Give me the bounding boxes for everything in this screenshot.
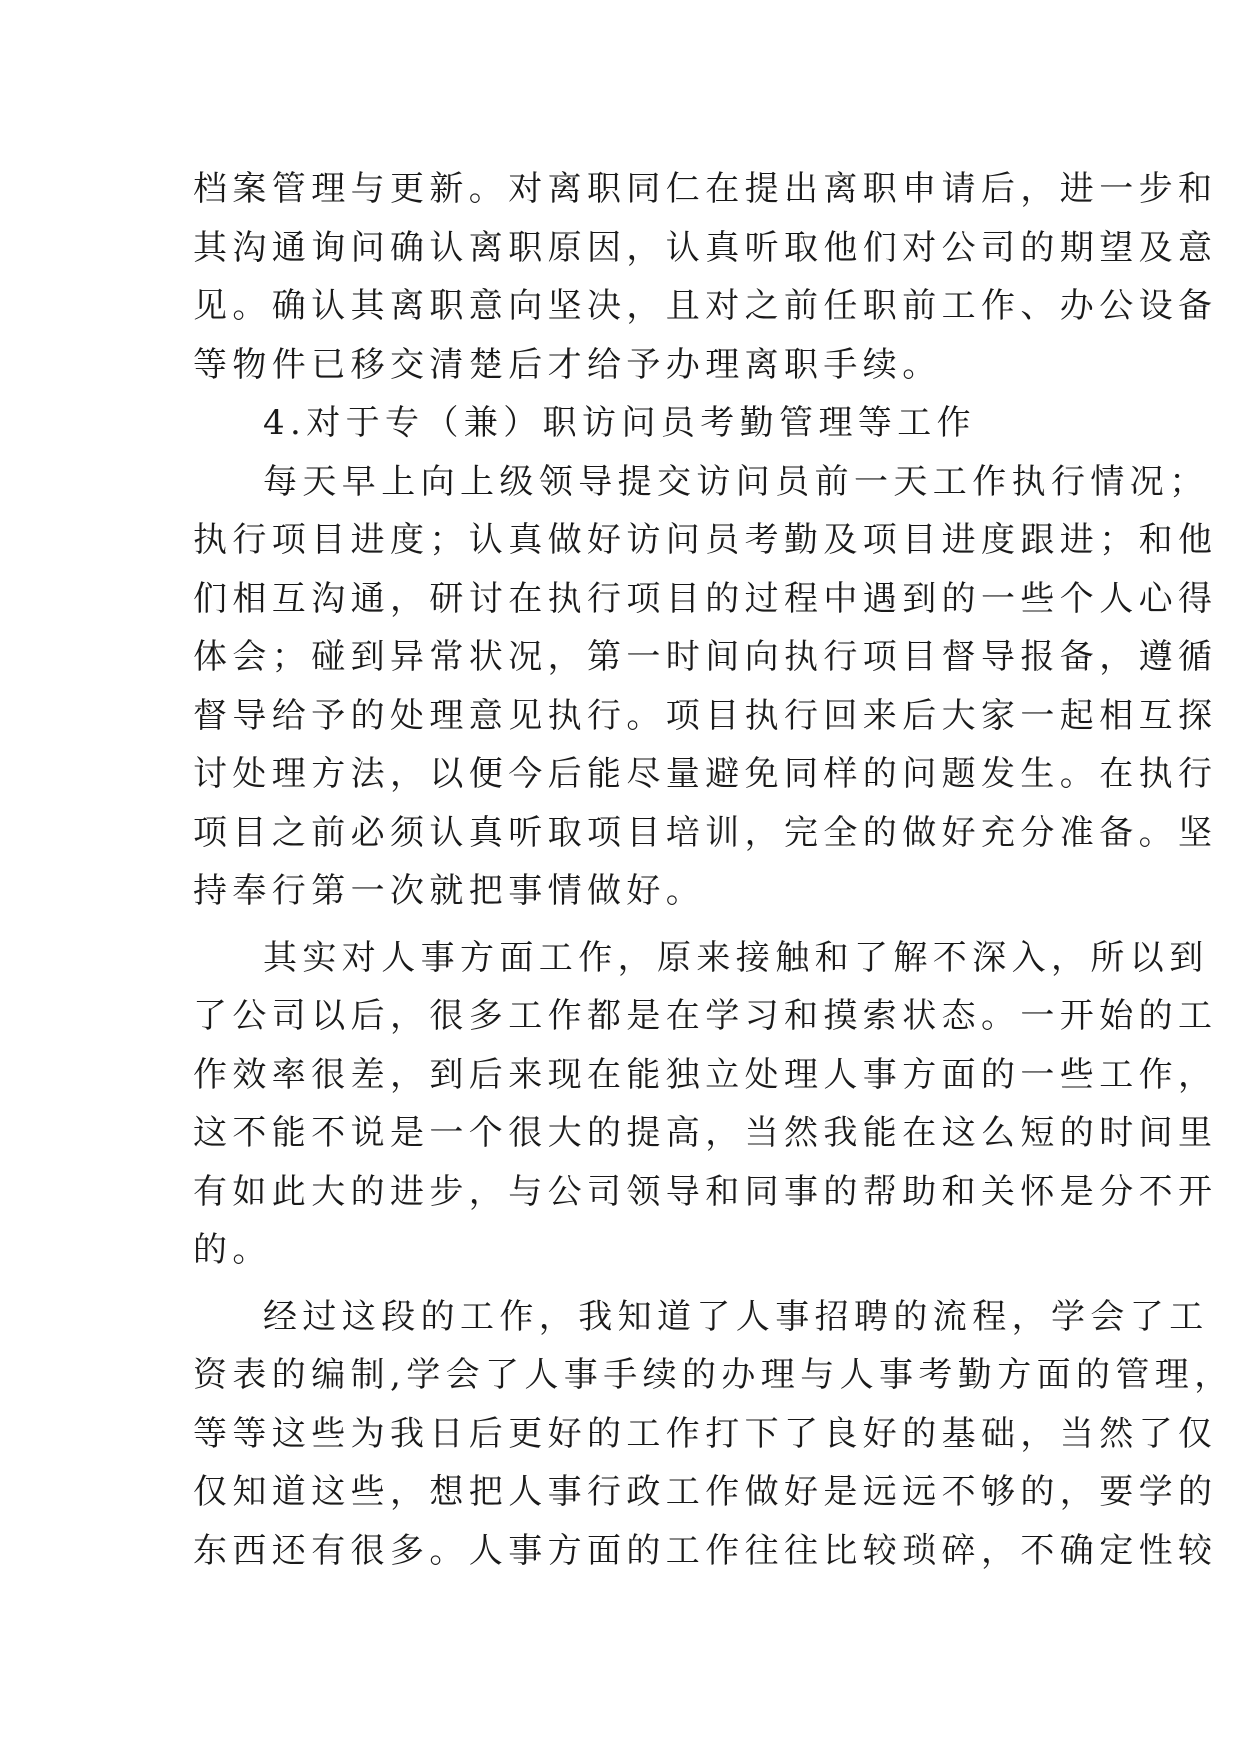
text-line: 体会；碰到异常状况，第一时间向执行项目督导报备，遵循 bbox=[193, 637, 1218, 677]
text-line: 每天早上向上级领导提交访问员前一天工作执行情况； bbox=[263, 461, 1209, 502]
text-line: 讨处理方法，以便今后能尽量避免同样的问题发生。在执行 bbox=[193, 754, 1218, 794]
text-line: 项目之前必须认真听取项目培训，完全的做好充分准备。坚 bbox=[193, 812, 1218, 853]
text-line: 等等这些为我日后更好的工作打下了良好的基础，当然了仅 bbox=[193, 1413, 1218, 1454]
paragraph-gap bbox=[193, 1280, 1053, 1288]
text-line: 的。 bbox=[193, 1230, 272, 1270]
text-line: 们相互沟通，研讨在执行项目的过程中遇到的一些个人心得 bbox=[193, 578, 1218, 619]
text-line: 经过这段的工作，我知道了人事招聘的流程，学会了工 bbox=[263, 1296, 1209, 1337]
text-line: 东西还有很多。人事方面的工作往往比较琐碎，不确定性较 bbox=[193, 1530, 1218, 1571]
text-line: 见。确认其离职意向坚决，且对之前任职前工作、办公设备 bbox=[193, 286, 1218, 326]
text-line: 作效率很差，到后来现在能独立处理人事方面的一些工作， bbox=[193, 1054, 1218, 1095]
text-line: 这不能不说是一个很大的提高，当然我能在这么短的时间里 bbox=[193, 1113, 1218, 1153]
text-line: 了公司以后，很多工作都是在学习和摸索状态。一开始的工 bbox=[193, 996, 1218, 1036]
document-body bbox=[193, 160, 1234, 1580]
text-line: 督导给予的处理意见执行。项目执行回来后大家一起相互探 bbox=[193, 695, 1218, 736]
text-line: 有如此大的进步，与公司领导和同事的帮助和关怀是分不开 bbox=[193, 1171, 1218, 1212]
text-line: 档案管理与更新。对离职同仁在提出离职申请后，进一步和 bbox=[193, 169, 1218, 209]
text-line: 其沟通询问确认离职原因，认真听取他们对公司的期望及意 bbox=[193, 227, 1218, 268]
text-line: 其实对人事方面工作，原来接触和了解不深入，所以到 bbox=[263, 937, 1209, 978]
text-line: 等物件已移交清楚后才给予办理离职手续。 bbox=[193, 344, 942, 385]
paragraph-gap bbox=[193, 921, 1053, 929]
text-line: 资表的编制,学会了人事手续的办理与人事考勤方面的管理， bbox=[193, 1355, 1234, 1395]
section-heading: 4.对于专（兼）职访问员考勤管理等工作 bbox=[263, 403, 977, 443]
text-line: 仅知道这些，想把人事行政工作做好是远远不够的，要学的 bbox=[193, 1472, 1218, 1512]
text-line: 执行项目进度；认真做好访问员考勤及项目进度跟进；和他 bbox=[193, 520, 1218, 560]
text-line: 持奉行第一次就把事情做好。 bbox=[193, 871, 706, 911]
